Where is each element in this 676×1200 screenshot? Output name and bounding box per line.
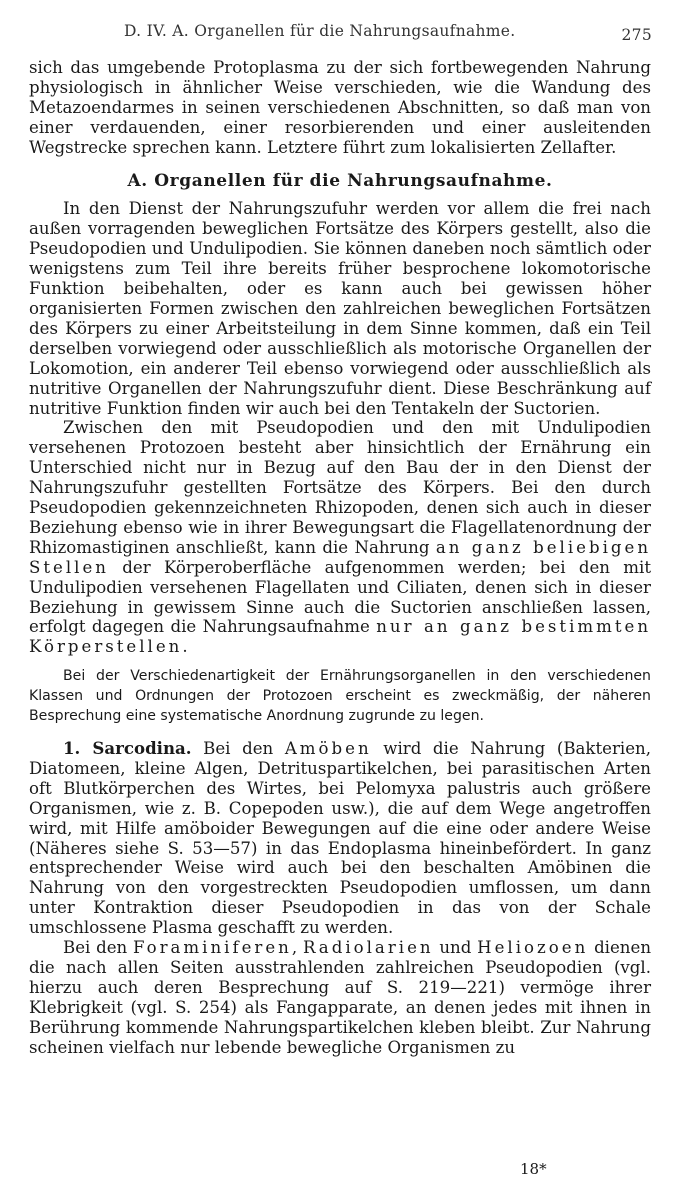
paragraph-4-text-2: , [291,938,298,958]
running-head [40,18,652,46]
paragraph-3-text-2: wird die Nahrung (Bakterien, Diatomeen, kleine Algen, Detrituspartikelchen, bei parasitischen Arten oft Blutkörperchen des Wirtes, bei Pelomyxa palustris auch größere Organismen, wie z. B. Copepoden usw.), die auf dem Wege angetroffen wird, mit Hilfe amöboider Bewegungen auf die eine oder andere Weise (Näheres siehe S. 53—57) in das Endoplasma hineinbefördert. In ganz entsprechender Weise wird auch bei den beschalten Amöbinen die Nahrung von den vorgestreckten Pseudopodien umflossen, um dann unter Kontraktion dieser Pseudopodien in das von der Schale umschlossene Plasma geschafft zu werden. [29,739,651,938]
paragraph-2-text-3: . [182,637,188,657]
paragraph-4-text-3: und [439,938,472,958]
section-heading: A. Organellen für die Nahrungsaufnahme. [127,170,553,191]
paragraph-2-text-1: Zwischen den mit Pseudopodien und den mit Undulipodien versehenen Protozoen besteht aber hinsichtlich der Ernährung ein Unterschied nicht nur in Bezug auf den Bau der in den Dienst der Nahrungszufuhr gestellten Fortsätze des Körpers. Bei den durch Pseudopodien gekennzeichneten Rhizopoden, denen sich auch in dieser Beziehung ebenso wie in ihrer Bewegungsart die Flagellatenordnung der Rhizomastiginen anschließt, kann die Nahrung [29,418,651,557]
paragraph-2-emphasis-2: nur an ganz bestimmten Körperstellen [29,617,652,657]
paragraph-2-text-2: der Körperoberfläche aufgenommen werden; bei den mit Undulipodien versehenen Flagellaten und Ciliaten, denen sich in dieser Beziehung in gewissem Sinne auch die Suctorien anschließen lassen, erfolgt dagegen die Nahrungsaufnahme [29,557,651,637]
paragraph-2-emphasis-1: an ganz beliebigen Stellen [29,537,652,577]
subsection-heading: 1. Sarcodina. [63,738,192,758]
paragraph-4-emphasis-1: Foraminiferen [133,938,292,958]
paragraph-4-text-1: Bei den [63,938,128,958]
paragraph-4-emphasis-3: Heliozoen [477,938,589,958]
paragraph-4-emphasis-2: Radiolarien [302,938,434,958]
paragraph-4-text-4: dienen die nach allen Seiten ausstrahlenden zahlreichen Pseudopodien (vgl. hierzu auch deren Besprechung auf S. 219—221) vermöge ihrer Klebrigkeit (vgl. S. 254) als Fangapparate, an denen jedes mit ihnen in Berührung kommende Nahrungspartikelchen kleben bleibt. Zur Nahrung scheinen vielfach nur lebende bewegliche Organismen zu [29,938,652,1057]
running-head-title: D. IV. A. Organellen für die Nahrungsaufnahme. [124,22,516,40]
paragraph-3 [29,739,651,938]
paragraph-4 [29,938,651,1057]
signature-mark: 18* [520,1160,547,1178]
paragraph-2 [29,418,651,657]
intro-paragraph: sich das umgebende Protoplasma zu der sich fortbewegenden Nahrung physiologisch in ähnlicher Weise verschieden, wie die Wandung des Metazoendarmes in seinen verschiedenen Abschnitten, so daß man von einer verdauenden, einer resorbierenden und einer ausleitenden Wegstrecke sprechen kann. Letztere führt zum lokalisierten Zellafter. [29,58,651,157]
small-print-paragraph: Bei der Verschiedenartigkeit der Ernährungsorganellen in den verschiedenen Klassen und Ordnungen der Protozoen erscheint es zweckmäßig, der näheren Besprechung eine systematische Anordnung zugrunde zu legen. [29,668,651,725]
paragraph-1: In den Dienst der Nahrungszufuhr werden vor allem die frei nach außen vorragenden beweglichen Fortsätze des Körpers gestellt, also die Pseudopodien und Undulipodien. Sie können daneben noch sämtlich oder wenigstens zum Teil ihre bereits früher besprochene lokomotorische Funktion beibehalten, oder es kann auch bei gewissen höher organisierten Formen zwischen den zahlreichen beweglichen Fortsätzen des Körpers zu einer Arbeitsteilung in dem Sinne kommen, daß ein Teil derselben vorwiegend oder ausschließlich als motorische Organellen der Lokomotion, ein anderer Teil ebenso vorwiegend oder ausschließlich als nutritive Organellen der Nahrungszufuhr dient. Diese Beschränkung auf nutritive Funktion finden wir auch bei den Tentakeln der Suctorien. [29,199,651,418]
page-body [29,58,651,1058]
page-number: 275 [621,26,652,44]
paragraph-3-emphasis-1: Amöben [284,739,372,758]
paragraph-3-text-1: Bei den [203,739,274,758]
